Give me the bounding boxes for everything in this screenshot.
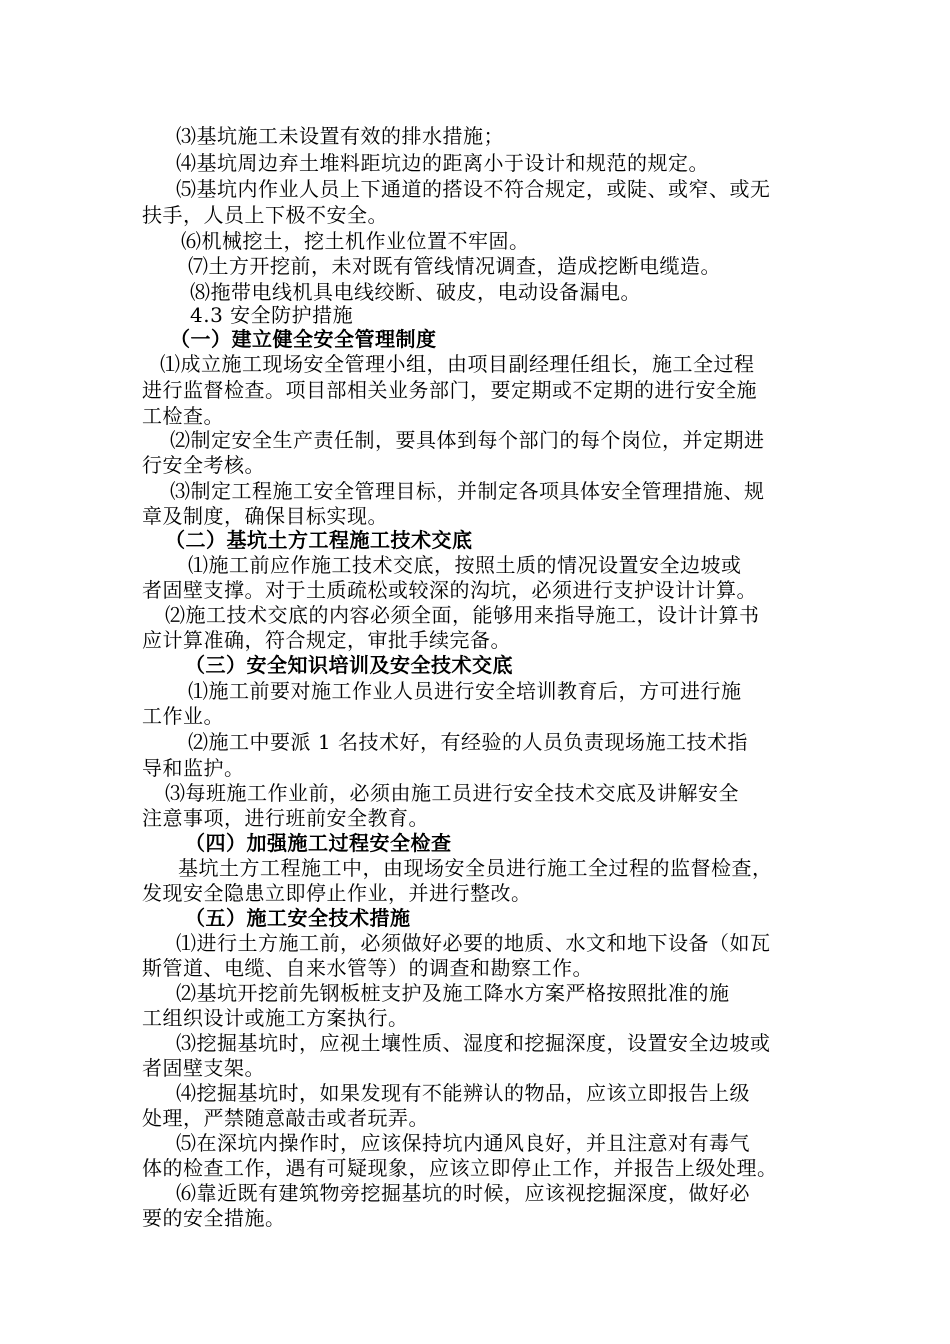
text-line: 章及制度，确保目标实现。 xyxy=(142,504,388,528)
text-line: ⑵施工技术交底的内容必须全面，能够用来指导施工，设计计算书 xyxy=(165,603,760,627)
text-line: ⑴施工前应作施工技术交底，按照土质的情况设置安全边坡或 xyxy=(188,553,742,577)
text-line: ⑹机械挖土，挖土机作业位置不牢固。 xyxy=(181,229,530,253)
text-line: ⑺土方开挖前，未对既有管线情况调查，造成挖断电缆造。 xyxy=(188,254,721,278)
text-line: ⑶基坑施工未设置有效的排水措施； xyxy=(176,124,504,148)
text-line: ⑸基坑内作业人员上下通道的搭设不符合规定，或陡、或窄、或无 xyxy=(176,177,771,201)
text-line: ⑴施工前要对施工作业人员进行安全培训教育后，方可进行施 xyxy=(188,679,742,703)
text-line: ⑶制定工程施工安全管理目标，并制定各项具体安全管理措施、规 xyxy=(170,479,765,503)
text-line: 发现安全隐患立即停止作业，并进行整改。 xyxy=(142,881,532,905)
text-line: ⑵基坑开挖前先钢板桩支护及施工降水方案严格按照批准的施 xyxy=(176,981,730,1005)
subsection-heading: （二）基坑土方工程施工技术交底 xyxy=(165,528,473,552)
text-line: 工作业。 xyxy=(142,704,224,728)
subsection-heading: （三）安全知识培训及安全技术交底 xyxy=(185,653,513,677)
text-line: ⑶挖掘基坑时，应视土壤性质、湿度和挖掘深度，设置安全边坡或 xyxy=(176,1031,771,1055)
text-line: ⑵施工中要派 1 名技术好，有经验的人员负责现场施工技术指 xyxy=(188,730,748,754)
text-line: 体的检查工作，遇有可疑现象，应该立即停止工作，并报告上级处理。 xyxy=(142,1156,778,1180)
subsection-heading: （五）施工安全技术措施 xyxy=(185,906,411,930)
text-line: ⑴成立施工现场安全管理小组，由项目副经理任组长，施工全过程 xyxy=(160,352,755,376)
text-line: 导和监护。 xyxy=(142,756,245,780)
text-line: 者固壁支架。 xyxy=(142,1056,265,1080)
text-line: ⑶每班施工作业前，必须由施工员进行安全技术交底及讲解安全 xyxy=(165,781,739,805)
text-line: 工检查。 xyxy=(142,404,224,428)
text-line: ⑷挖掘基坑时，如果发现有不能辨认的物品，应该立即报告上级 xyxy=(176,1081,750,1105)
text-line: ⑹靠近既有建筑物旁挖掘基坑的时候，应该视挖掘深度，做好必 xyxy=(176,1181,750,1205)
text-line: 进行监督检查。项目部相关业务部门，要定期或不定期的进行安全施 xyxy=(142,378,757,402)
text-line: 基坑土方工程施工中，由现场安全员进行施工全过程的监督检查， xyxy=(178,856,773,880)
text-line: 要的安全措施。 xyxy=(142,1206,286,1230)
text-line: 应计算准确，符合规定，审批手续完备。 xyxy=(142,628,511,652)
text-line: 处理，严禁随意敲击或者玩弄。 xyxy=(142,1106,429,1130)
text-line: ⑸在深坑内操作时，应该保持坑内通风良好，并且注意对有毒气 xyxy=(176,1131,750,1155)
text-line: 注意事项，进行班前安全教育。 xyxy=(142,806,429,830)
subsection-heading: （四）加强施工过程安全检查 xyxy=(185,831,452,855)
text-line: 行安全考核。 xyxy=(142,453,265,477)
text-line: ⑻拖带电线机具电线绞断、破皮，电动设备漏电。 xyxy=(190,280,641,304)
subsection-heading: （一）建立健全安全管理制度 xyxy=(170,327,437,351)
text-line: 斯管道、电缆、自来水管等）的调查和勘察工作。 xyxy=(142,956,593,980)
text-line: ⑴进行土方施工前，必须做好必要的地质、水文和地下设备（如瓦 xyxy=(176,931,771,955)
text-line: 工组织设计或施工方案执行。 xyxy=(142,1006,409,1030)
text-line: ⑵制定安全生产责任制，要具体到每个部门的每个岗位，并定期进 xyxy=(170,428,765,452)
text-line: ⑷基坑周边弃土堆料距坑边的距离小于设计和规范的规定。 xyxy=(176,151,709,175)
text-line: 扶手，人员上下极不安全。 xyxy=(142,203,388,227)
section-heading: 4.3 安全防护措施 xyxy=(190,303,354,327)
text-line: 者固壁支撑。对于土质疏松或较深的沟坑，必须进行支护设计计算。 xyxy=(142,578,757,602)
